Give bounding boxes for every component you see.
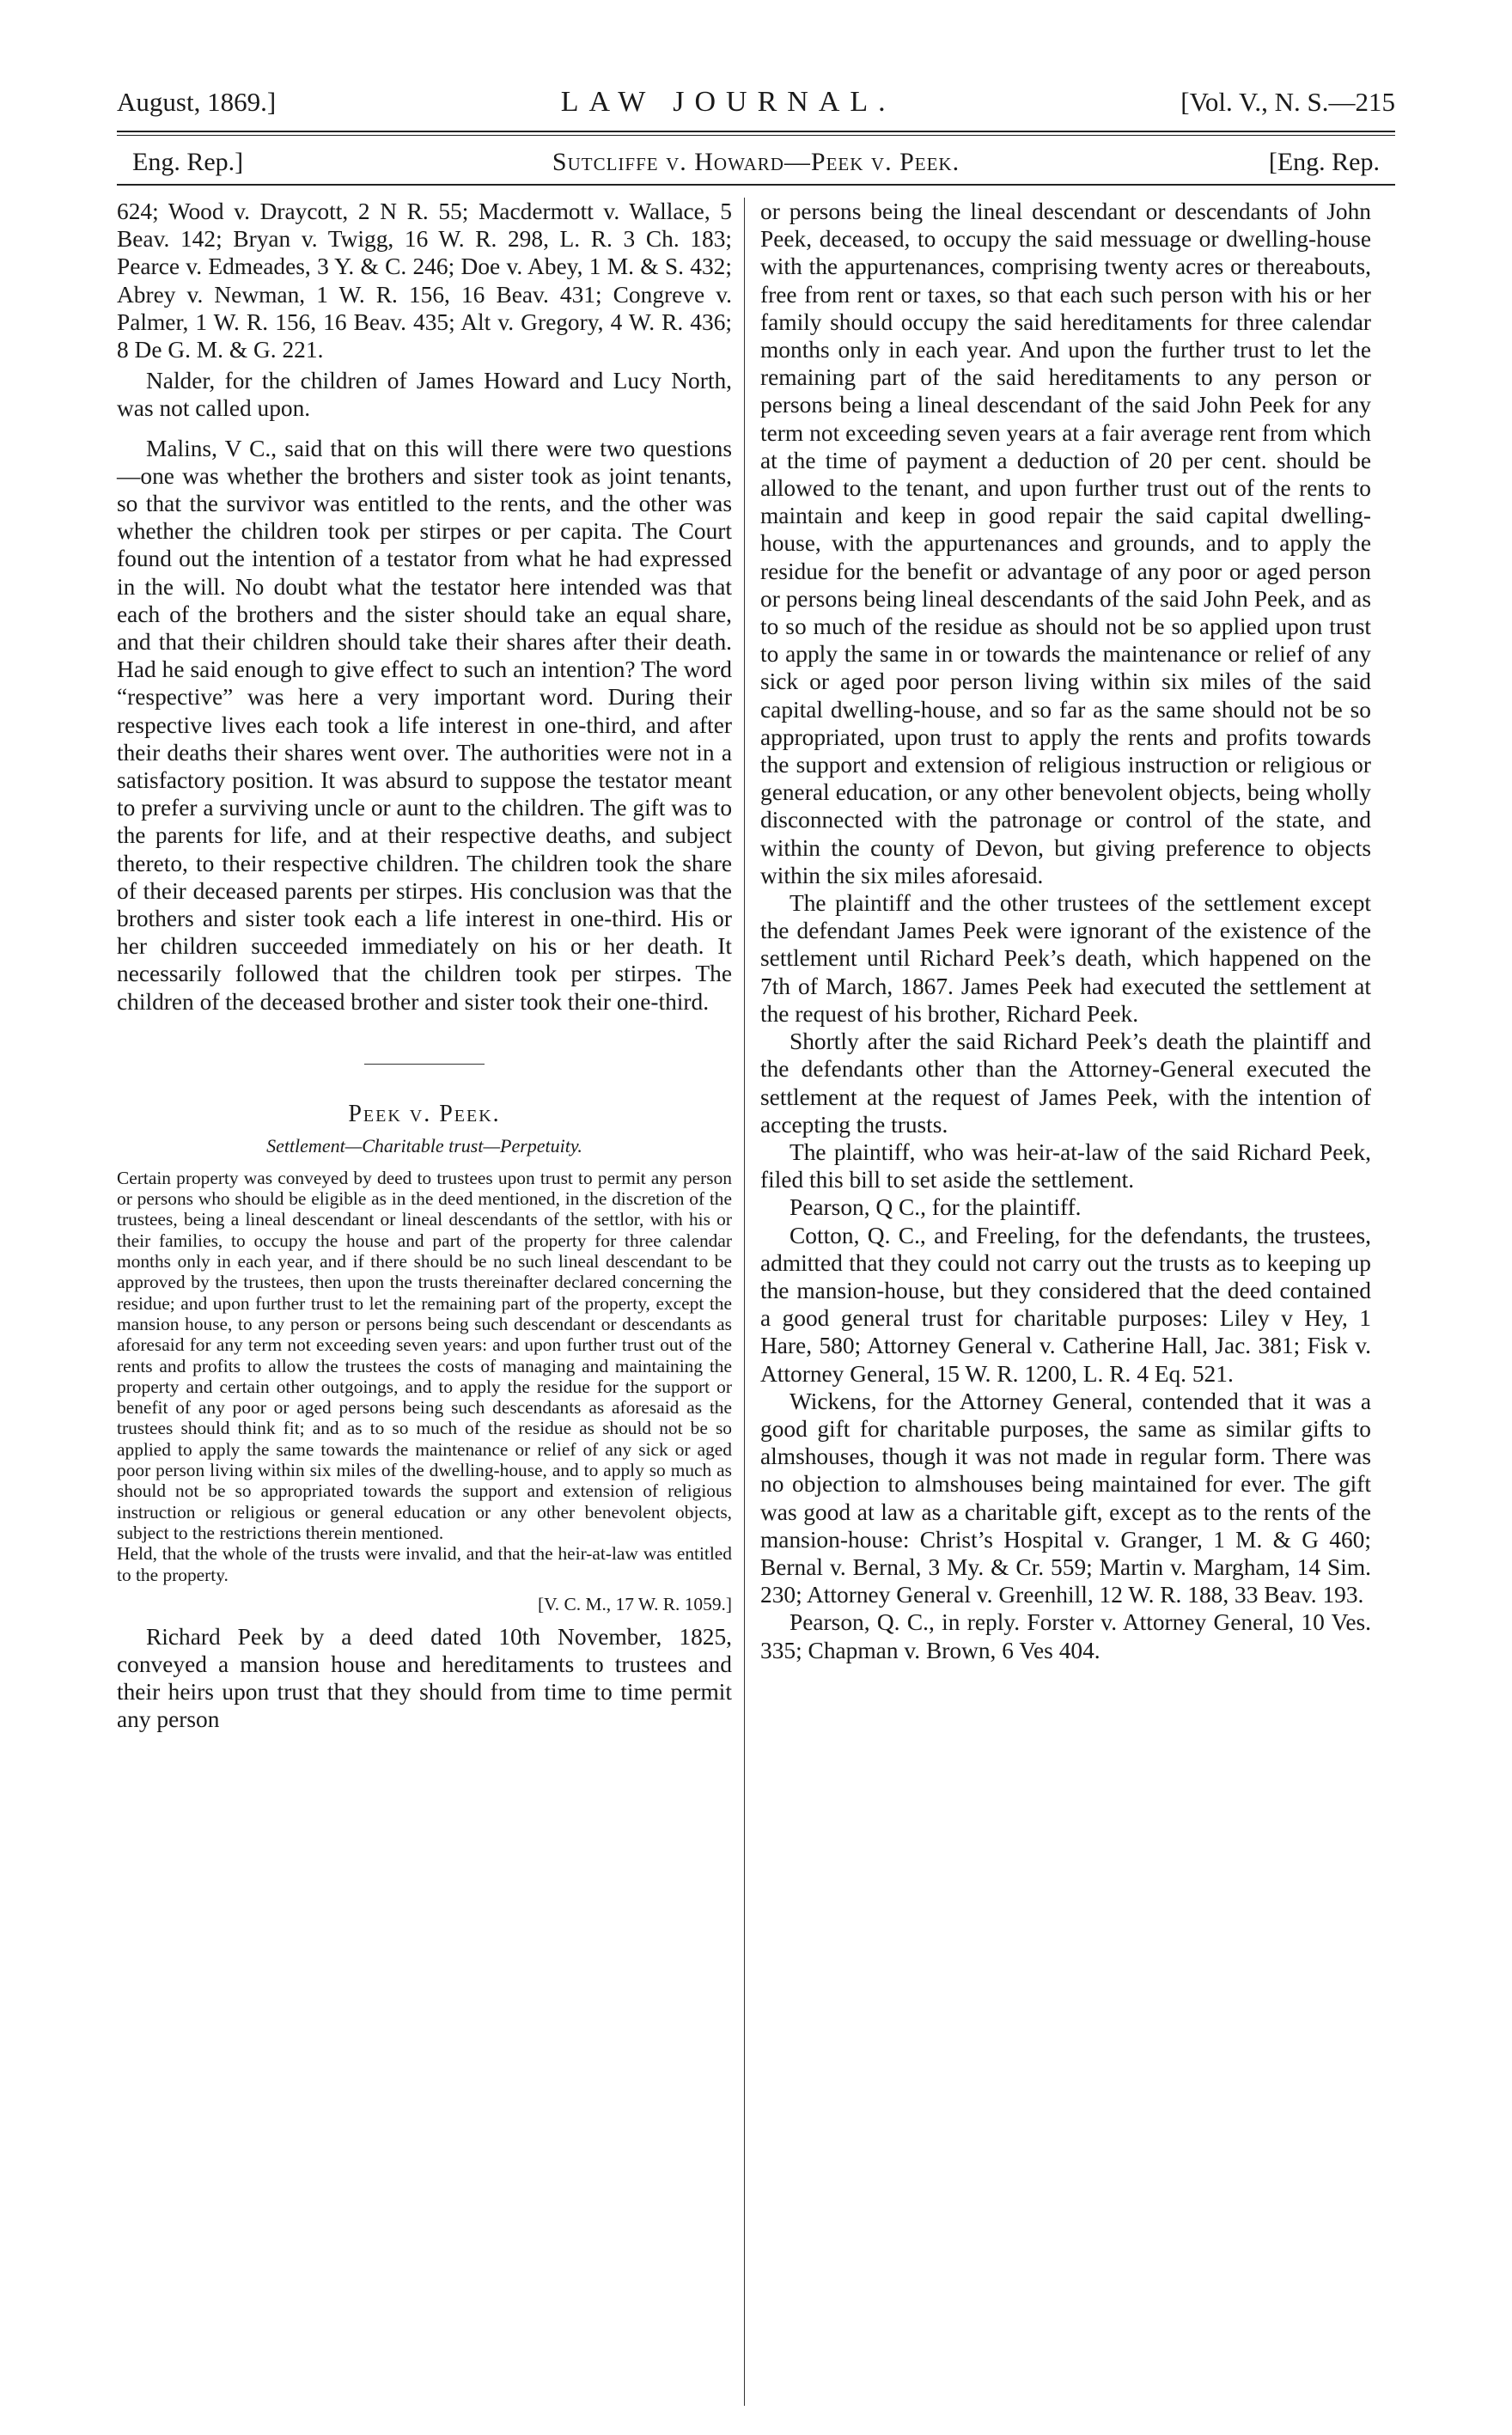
journal-title: LAW JOURNAL. bbox=[560, 86, 896, 118]
text-columns bbox=[117, 198, 1395, 2406]
paragraph-execution: Shortly after the said Richard Peek’s death the plaintiff and the defendants other than the Attorney-General executed the settlement at the request of James Peek, with the intention of accepting the trusts. bbox=[760, 1028, 1371, 1138]
case-header-rule bbox=[117, 184, 1395, 186]
report-citation: [V. C. M., 17 W. R. 1059.] bbox=[537, 1593, 732, 1614]
opening-paragraph: Richard Peek by a deed dated 10th November, 1825, conveyed a mansion house and hereditaments to trustees and their heirs upon trust that they should from time to time permit any person bbox=[117, 1623, 732, 1733]
headnote-text: Certain property was conveyed by deed to trustees upon trust to permit any person or persons who should be eligible as in the deed mentioned, in the discretion of the trustees, being a lineal descendant or lineal descendants of the settlor, with his or their families, to occupy the house and part of the property for three calendar months only in each year, and if there should be no such lineal descendant to be approved by the trustees, then upon the trusts thereinafter declared concerning the residue; and upon further trust to let the remaining part of the property, except the mansion house, to any person or persons being such descendant or descendants as aforesaid for any term not exceeding seven years: and upon further trust out of the rents and profits to allow the trustees the costs of managing and maintaining the property and certain other outgoings, and to apply the residue for the support or benefit of any poor or aged persons being such descendants as aforesaid as the trustees should think fit; and as to so much of the residue as should not be so applied to apply the same towards the maintenance or relief of any sick or aged poor person living within six miles of the dwelling-house, and to apply so much as should not be so appropriated towards the support and extension of religious instruction or religious or general education or any other benevolent objects, subject to the restrictions therein mentioned. bbox=[117, 1167, 732, 1543]
headnote bbox=[117, 1168, 732, 1616]
paragraph-ignorance: The plaintiff and the other trustees of the settlement except the defendant James Peek were ignorant of the existence of the settlement until Richard Peek’s death, which happened on the 7th of March, 1867. James Peek had executed the settlement at the request of his brother, Richard Peek. bbox=[760, 890, 1371, 1027]
left-column bbox=[117, 198, 744, 1734]
case-title: Peek v. Peek. bbox=[348, 1100, 501, 1127]
citations-paragraph: 624; Wood v. Draycott, 2 N R. 55; Macdermott v. Wallace, 5 Beav. 142; Bryan v. Twigg, 16 W. R. 298, L. R. 3 Ch. 183; Pearce v. Edmeades, 3 Y. & C. 246; Doe v. Abey, 1 M. & S. 432; Abrey v. Newman, 1 W. R. 156, 16 Beav. 431; Congreve v. Palmer, 1 W. R. 156, 16 Beav. 435; Alt v. Gregory, 4 W. R. 436; 8 De G. M. & G. 221. bbox=[117, 198, 732, 363]
paragraph-bill: The plaintiff, who was heir-at-law of the said Richard Peek, filed this bill to set aside the settlement. bbox=[760, 1138, 1371, 1193]
case-header-title: Sutcliffe v. Howard—Peek v. Peek. bbox=[552, 148, 960, 176]
volume-page: [Vol. V., N. S.—215 bbox=[1180, 87, 1395, 117]
case-header bbox=[117, 146, 1395, 184]
continuation-paragraph: or persons being the lineal descendant or descendants of John Peek, deceased, to occupy the said messuage or dwelling-house with the appurtenances, comprising twenty acres or thereabouts, free from rent or taxes, so that each such person with his or her family should occupy the said hereditaments for three calendar months only in each year. And upon the further trust to let the remaining part of the said hereditaments to any person or persons being a lineal descendant of the said John Peek for any term not exceeding seven years at a fair average rent from which at the time of payment a deduction of 20 per cent. should be allowed to the tenant, and upon further trust out of the rents to maintain and keep in good repair the said capital dwelling-house, with the appurtenances and grounds, and to apply the residue for the benefit or advantage of any poor or aged person or persons being lineal descendants of the said John Peek, and as to so much of the residue as should not be so applied upon trust to apply the same in or towards the maintenance or relief of any sick or aged poor person living within six miles of the said capital dwelling-house, and so far as the same should not be so appropriated, upon trust to apply the rents and profits towards the support and extension of religious instruction or religious or general education, or any other benevolent objects, being wholly disconnected with the patronage or control of the state, and within the county of Devon, but giving preference to objects within the six miles aforesaid. bbox=[760, 198, 1371, 888]
case-subtitle: Settlement—Charitable trust—Perpetuity. bbox=[266, 1134, 582, 1156]
headnote-held: Held, that the whole of the trusts were invalid, and that the heir-at-law was entitled to the property. bbox=[117, 1543, 732, 1585]
right-column bbox=[744, 198, 1371, 2406]
nalder-paragraph: Nalder, for the children of James Howard and Lucy North, was not called upon. bbox=[117, 368, 732, 422]
case-header-left: Eng. Rep.] bbox=[132, 148, 244, 176]
issue-date: August, 1869.] bbox=[117, 87, 277, 117]
judgment-paragraph: Malins, V C., said that on this will there were two questions—one was whether the brothers and sister took as joint tenants, so that the survivor was entitled to the rents, and the other was whether the children took per stirpes or per capita. The Court found out the intention of a testator from what he had expressed in the will. No doubt what the testator here intended was that each of the brothers and the sister should take an equal share, and that their children should take their shares after their death. Had he said enough to give effect to such an intention? The word “respective” was here a very important word. During their respective lives each took a life interest in one-third, and after their deaths their shares went over. The authorities were not in a satisfactory position. It was absurd to suppose the testator meant to prefer a surviving uncle or aunt to the children. The gift was to the parents for life, and at their respective deaths, and subject thereto, to their respective children. The children took the share of their deceased parents per stirpes. His conclusion was that the brothers and sister took each a life interest in one-third. His or her children succeeded immediately on his or her death. It necessarily followed that the children took per stirpes. The children of the deceased brother and sister took their one-third. bbox=[117, 435, 733, 1015]
case-header-right: [Eng. Rep. bbox=[1268, 148, 1380, 176]
section-divider bbox=[364, 1064, 485, 1065]
paragraph-plaintiff-counsel: Pearson, Q C., for the plaintiff. bbox=[790, 1194, 1082, 1221]
paragraph-attorney-general: Wickens, for the Attorney General, contended that it was a good gift for charitable purposes, the same as similar gifts to almshouses, though it was not made in regular form. There was no objection to almshouses being maintained for ever. The gift was good at law as a charitable gift, except as to the rents of the mansion-house: Christ’s Hospital v. Granger, 1 M. & G 460; Bernal v. Bernal, 3 My. & Cr. 559; Martin v. Margham, 14 Sim. 230; Attorney General v. Greenhill, 12 W. R. 188, 33 Beav. 193. bbox=[760, 1388, 1371, 1608]
paragraph-reply: Pearson, Q. C., in reply. Forster v. Attorney General, 10 Ves. 335; Chapman v. Brown, 6 Ves 404. bbox=[760, 1609, 1371, 1663]
running-header bbox=[117, 86, 1395, 131]
paragraph-defendants-counsel: Cotton, Q. C., and Freeling, for the defendants, the trustees, admitted that they could not carry out the trusts as to keeping up the mansion-house, but they considered that the deed contained a good general trust for charitable purposes: Liley v Hey, 1 Hare, 580; Attorney General v. Catherine Hall, Jac. 381; Fisk v. Attorney General, 15 W. R. 1200, L. R. 4 Eq. 521. bbox=[760, 1222, 1371, 1387]
header-rule bbox=[117, 131, 1395, 136]
